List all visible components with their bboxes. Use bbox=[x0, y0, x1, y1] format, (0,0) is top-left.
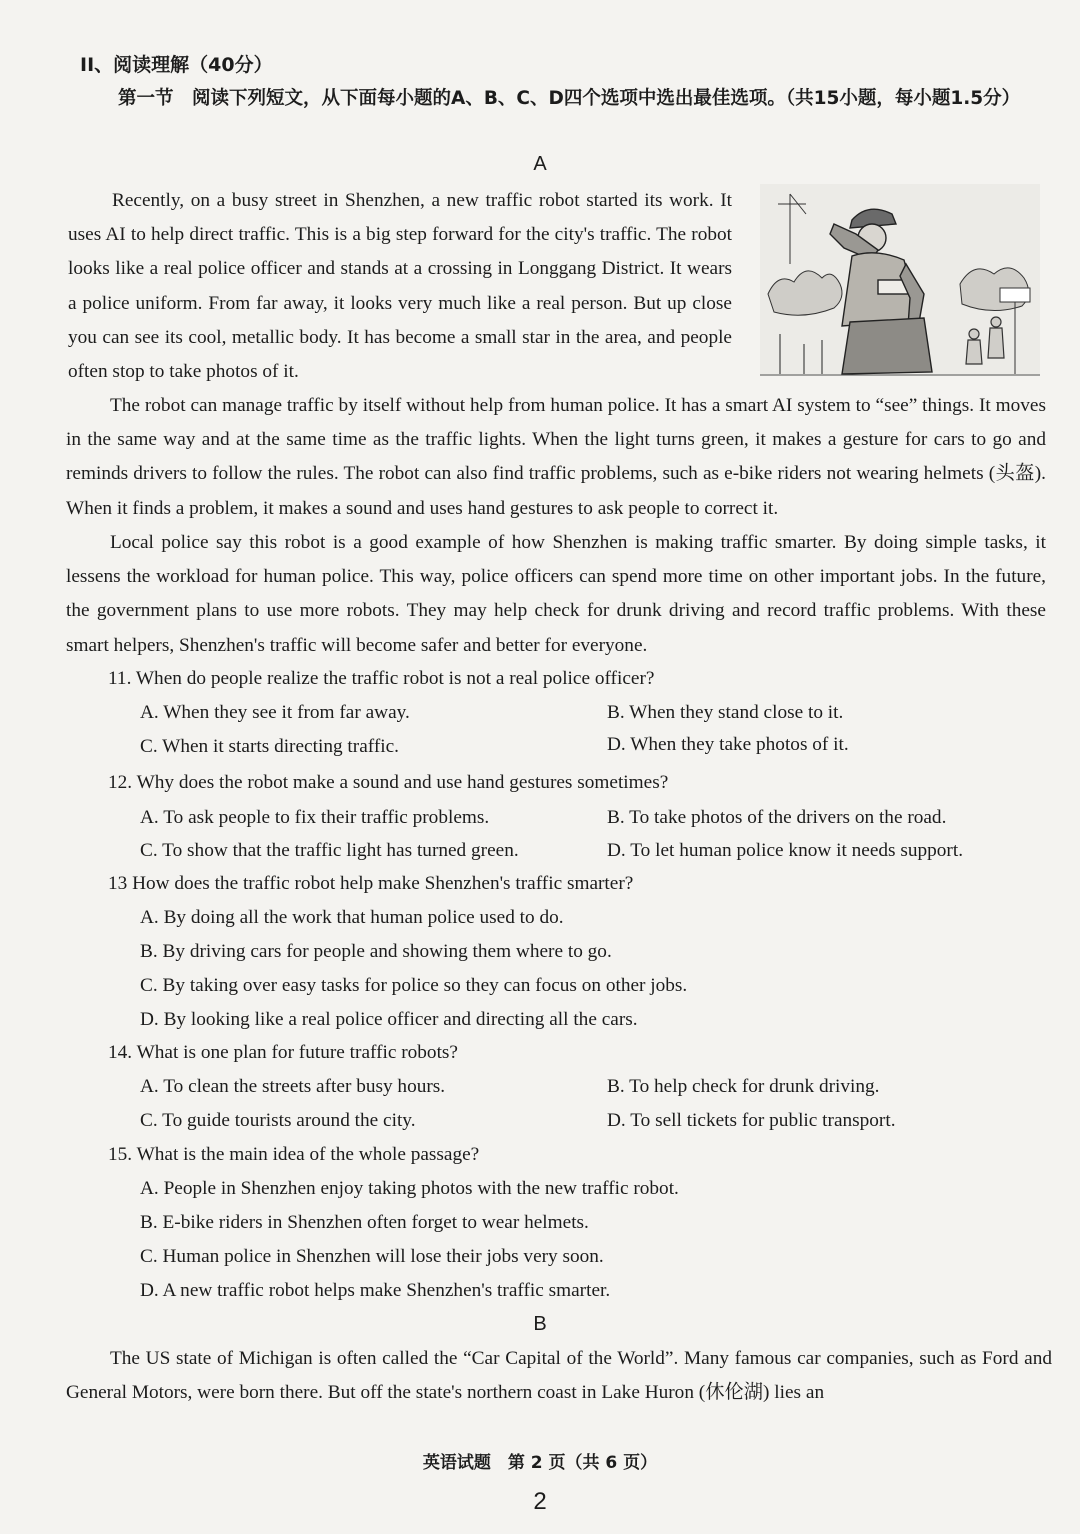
traffic-robot-illustration bbox=[760, 184, 1040, 376]
question-12-option-b: B. To take photos of the drivers on the road. bbox=[607, 807, 947, 828]
question-15-option-d: D. A new traffic robot helps make Shenzhen's traffic smarter. bbox=[140, 1280, 611, 1301]
section-instructions: 第一节 阅读下列短文，从下面每小题的A、B、C、D四个选项中选出最佳选项。（共15小题，每小题1.5分） bbox=[118, 88, 1021, 109]
question-11-option-b: B. When they stand close to it. bbox=[607, 702, 844, 723]
question-15-option-c: C. Human police in Shenzhen will lose their jobs very soon. bbox=[140, 1246, 604, 1267]
question-13-option-c: C. By taking over easy tasks for police so they can focus on other jobs. bbox=[140, 975, 688, 996]
passage-a-paragraph-1: Recently, on a busy street in Shenzhen, a new traffic robot started its work. It uses AI to help direct traffic. This is a big step forward for the city's traffic. The robot looks like a real police officer and stands at a crossing in Longgang District. It wears a police uniform. From far away, it looks very much like a real person. But up close you can see its cool, metallic body. It has become a small star in the area, and people often stop to take photos of it. bbox=[68, 190, 732, 383]
question-14-option-b: B. To help check for drunk driving. bbox=[607, 1076, 880, 1097]
question-15-option-a: A. People in Shenzhen enjoy taking photos with the new traffic robot. bbox=[140, 1178, 679, 1199]
question-13-stem: 13 How does the traffic robot help make Shenzhen's traffic smarter? bbox=[108, 873, 634, 894]
page-number: 2 bbox=[533, 1488, 547, 1515]
question-13-option-b: B. By driving cars for people and showing them where to go. bbox=[140, 941, 612, 962]
passage-a-paragraph-2: The robot can manage traffic by itself without help from human police. It has a smart AI system to “see” things. It moves in the same way and at the same time as the traffic lights. When the light turns green, it makes a gesture for cars to go and reminds drivers to follow the rules. The robot can also find traffic problems, such as e-bike riders not wearing helmets (头盔). When it finds a problem, it makes a sound and uses hand gestures to ask people to correct it. bbox=[66, 395, 1046, 519]
question-14-option-d: D. To sell tickets for public transport. bbox=[607, 1110, 896, 1131]
page-footer: 英语试题 第 2 页（共 6 页） bbox=[422, 1453, 658, 1473]
question-14-stem: 14. What is one plan for future traffic robots? bbox=[108, 1042, 458, 1063]
passage-a-paragraph-3: Local police say this robot is a good example of how Shenzhen is making traffic smarter. By doing simple tasks, it lessens the workload for human police. This way, police officers can spend more time on other important jobs. In the future, the government plans to use more robots. They may help check for drunk driving and record traffic problems. With these smart helpers, Shenzhen's traffic will become safer and better for everyone. bbox=[66, 532, 1046, 656]
question-11-option-d: D. When they take photos of it. bbox=[607, 734, 849, 755]
question-12-option-d: D. To let human police know it needs support. bbox=[607, 840, 964, 861]
question-14-option-c: C. To guide tourists around the city. bbox=[140, 1110, 416, 1131]
question-15-option-b: B. E-bike riders in Shenzhen often forget to wear helmets. bbox=[140, 1212, 589, 1233]
question-12-option-a: A. To ask people to fix their traffic problems. bbox=[140, 807, 490, 828]
passage-b-letter: B bbox=[533, 1313, 547, 1335]
question-11-stem: 11. When do people realize the traffic robot is not a real police officer? bbox=[108, 668, 655, 689]
section-heading: II、阅读理解（40分） bbox=[80, 54, 273, 76]
question-11-option-c: C. When it starts directing traffic. bbox=[140, 736, 399, 757]
question-15-stem: 15. What is the main idea of the whole passage? bbox=[108, 1144, 480, 1165]
passage-a-letter: A bbox=[533, 153, 547, 175]
question-13-option-d: D. By looking like a real police officer and directing all the cars. bbox=[140, 1009, 638, 1030]
passage-b-paragraph-1: The US state of Michigan is often called the “Car Capital of the World”. Many famous car companies, such as Ford and General Motors, were born there. But off the state's northern coast in Lake Huron (休伦湖) lies an bbox=[66, 1348, 1052, 1404]
question-12-option-c: C. To show that the traffic light has turned green. bbox=[140, 840, 519, 861]
question-14-option-a: A. To clean the streets after busy hours. bbox=[140, 1076, 446, 1097]
question-11-option-a: A. When they see it from far away. bbox=[140, 702, 410, 723]
question-12-stem: 12. Why does the robot make a sound and use hand gestures sometimes? bbox=[108, 772, 669, 793]
question-13-option-a: A. By doing all the work that human police used to do. bbox=[140, 907, 564, 928]
